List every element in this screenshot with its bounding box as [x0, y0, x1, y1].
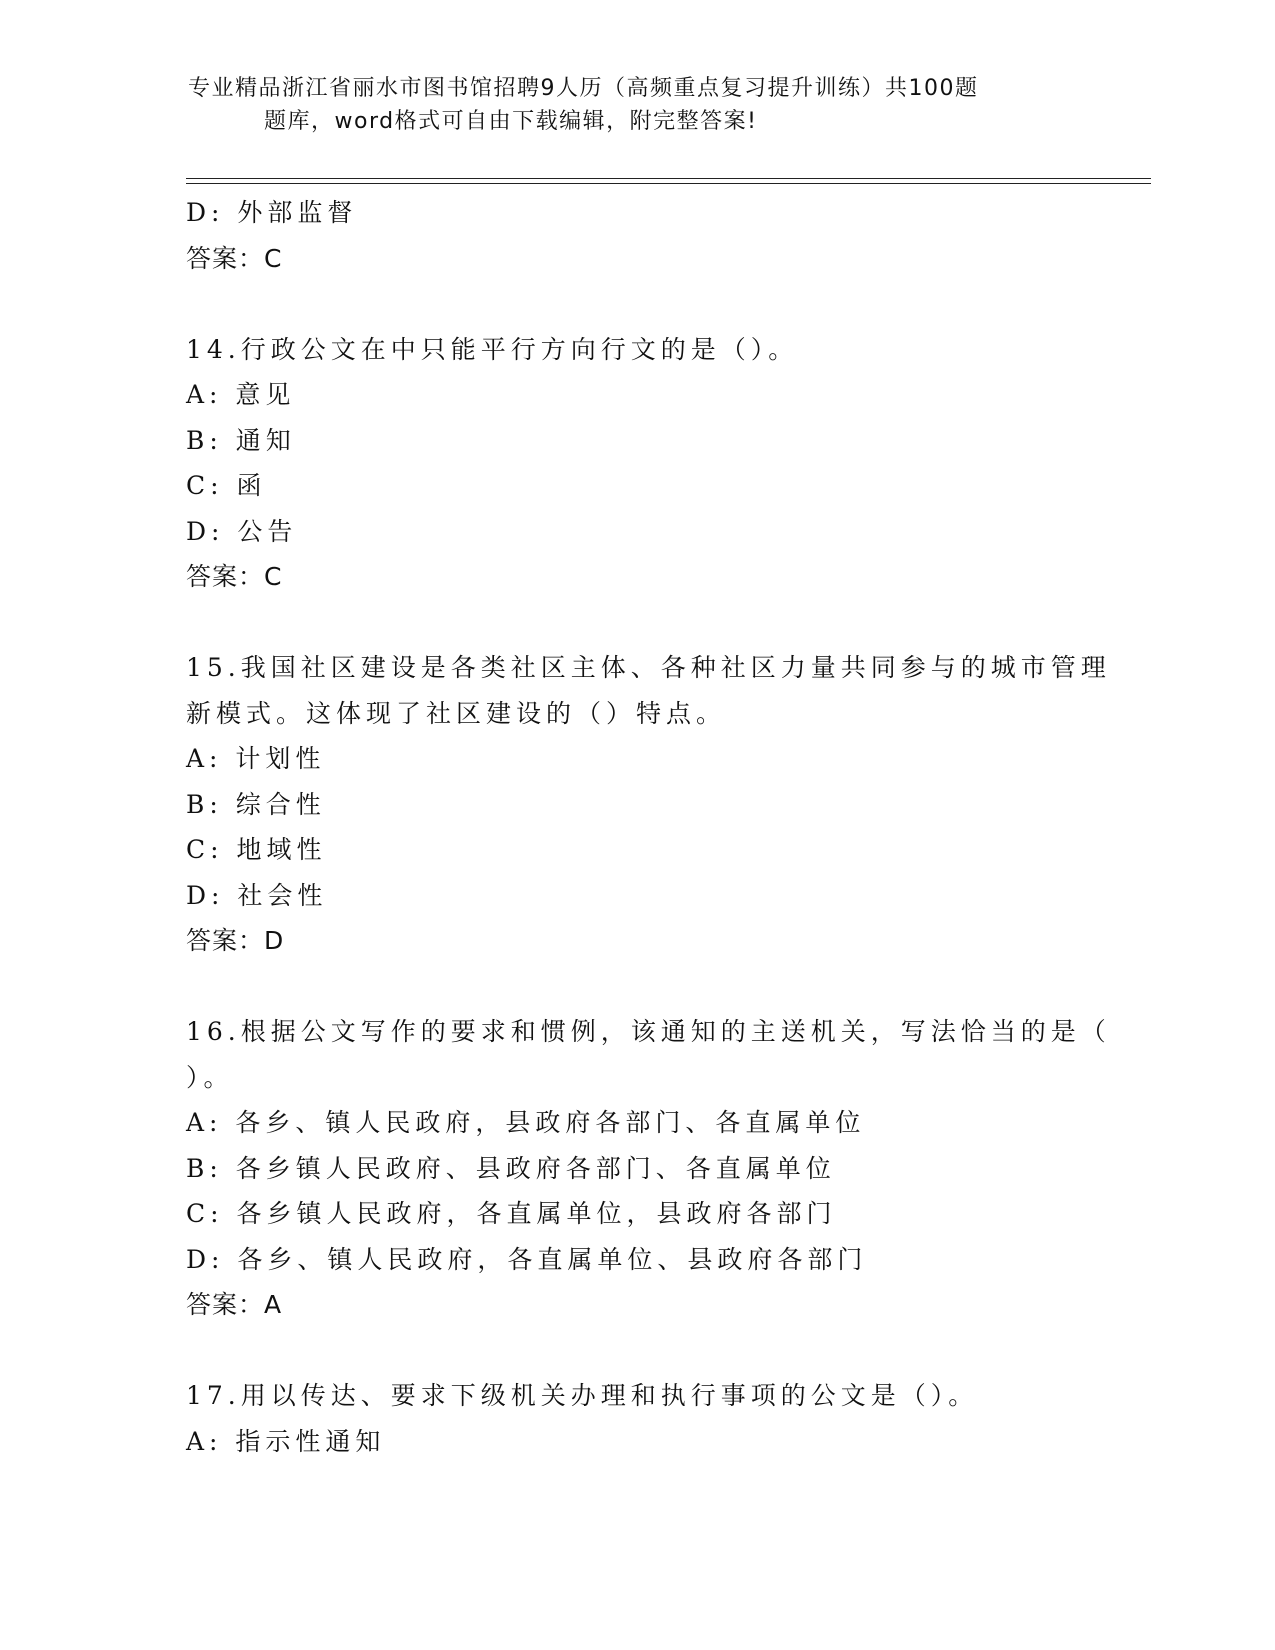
option-a: A: 指示性通知	[186, 1426, 386, 1456]
option-c: C: 函	[186, 471, 267, 500]
question-15	[186, 645, 1111, 964]
spacer	[186, 281, 1086, 327]
option-b: B: 通知	[186, 425, 296, 455]
question-14	[186, 327, 1086, 600]
answer-line: 答案：C	[186, 562, 283, 591]
answer-line: 答案：C	[186, 243, 283, 273]
option-a: A: 意见	[186, 380, 296, 409]
option-c: C: 各乡镇人民政府，各直属单位，县政府各部门	[186, 1199, 837, 1228]
spacer	[186, 964, 1086, 1010]
option-c: C: 地域性	[186, 835, 327, 864]
option-b: B: 综合性	[186, 789, 326, 819]
header-divider-bottom	[186, 183, 1151, 184]
spacer	[186, 600, 1086, 646]
option-d: D: 外部监督	[186, 198, 358, 227]
header-title-line1: 专业精品浙江省丽水市图书馆招聘9人历（高频重点复习提升训练）共100题	[188, 76, 979, 101]
question-stem-line1: 15.我国社区建设是各类社区主体、各种社区力量共同参与的城市管理	[186, 653, 1111, 682]
question-stem-line1: 16.根据公文写作的要求和惯例，该通知的主送机关，写法恰当的是（	[186, 1017, 1111, 1046]
question-stem: 17.用以传达、要求下级机关办理和执行事项的公文是（）。	[186, 1381, 979, 1410]
question-17	[186, 1373, 1086, 1464]
question-13-tail	[186, 190, 1086, 281]
question-stem: 14.行政公文在中只能平行方向行文的是（）。	[186, 334, 799, 364]
answer-line: 答案：D	[186, 926, 285, 955]
document-header	[188, 72, 1068, 138]
header-title-line2: 题库，word格式可自由下载编辑，附完整答案!	[264, 109, 758, 134]
question-list	[186, 190, 1111, 1464]
question-16	[186, 1009, 1111, 1328]
option-d: D: 各乡、镇人民政府，各直属单位、县政府各部门	[186, 1244, 868, 1274]
option-d: D: 社会性	[186, 880, 328, 910]
option-a: A: 各乡、镇人民政府，县政府各部门、各直属单位	[186, 1108, 866, 1137]
spacer	[186, 1328, 1086, 1374]
option-a: A: 计划性	[186, 744, 326, 773]
header-divider-top	[186, 178, 1151, 179]
question-stem-line2: ）。	[186, 1062, 234, 1092]
option-d: D: 公告	[186, 516, 298, 546]
question-stem-line2: 新模式。这体现了社区建设的（）特点。	[186, 698, 727, 728]
answer-line: 答案：A	[186, 1290, 283, 1319]
option-b: B: 各乡镇人民政府、县政府各部门、各直属单位	[186, 1153, 836, 1183]
